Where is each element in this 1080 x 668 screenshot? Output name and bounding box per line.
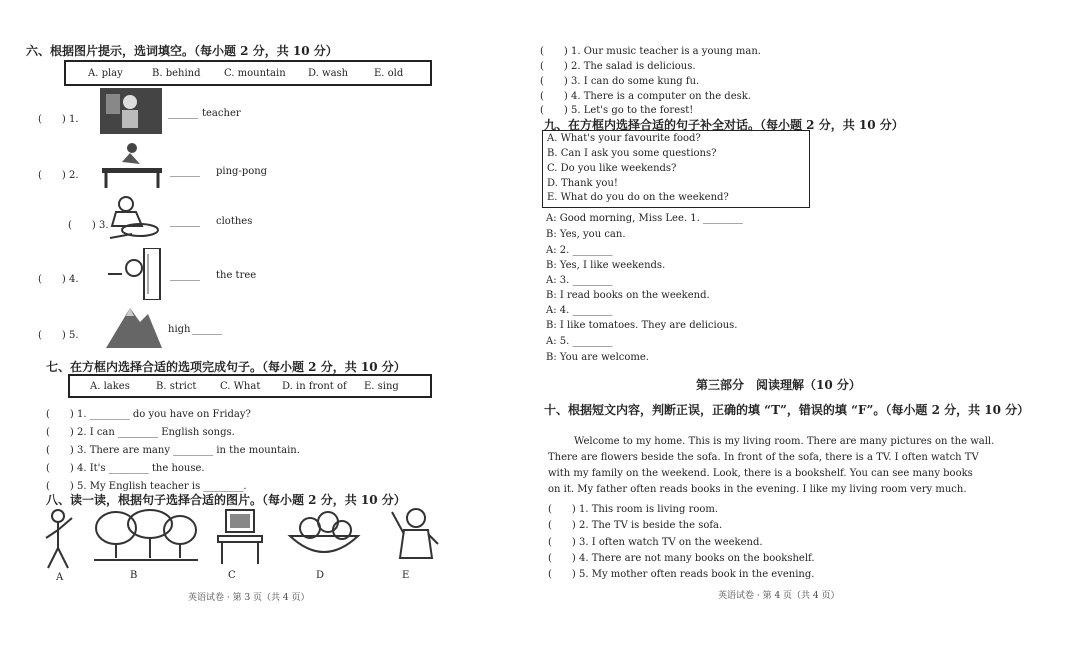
answer-paren: ( ) 3. — [68, 220, 109, 231]
word-option: D. wash — [308, 68, 349, 79]
item-blank: ______ — [192, 324, 222, 335]
item-text: high — [168, 324, 191, 335]
picture-label: C — [228, 570, 236, 581]
item-blank: ______ — [170, 166, 200, 177]
young-teacher-picture — [388, 506, 440, 566]
section-9-title: 九、在方框内选择合适的句子补全对话。（每小题 2 分，共 10 分） — [544, 118, 904, 132]
item-text: clothes — [216, 216, 253, 227]
sentence-item: ( ) 3. I can do some kung fu. — [540, 76, 700, 87]
section-9-option-box — [542, 130, 810, 208]
section-8-title: 八、读一读，根据句子选择合适的图片。（每小题 2 分，共 10 分） — [46, 493, 406, 507]
section-6-title: 六、根据图片提示，选词填空。（每小题 2 分，共 10 分） — [26, 44, 338, 58]
dialogue-line: B: I like tomatoes. They are delicious. — [546, 320, 738, 331]
dialogue-line: B: Yes, you can. — [546, 229, 626, 240]
word-option: D. in front of — [282, 381, 347, 392]
ping-pong-picture — [100, 142, 166, 190]
dialogue-line: B: You are welcome. — [546, 352, 649, 363]
word-option: A. lakes — [90, 381, 130, 392]
wash-clothes-picture — [102, 194, 162, 242]
word-option: B. strict — [156, 381, 197, 392]
computer-desk-picture — [216, 508, 266, 566]
item-blank: ______ — [170, 216, 200, 227]
dialogue-line: A: 5. ________ — [546, 336, 613, 347]
picture-label: E — [402, 570, 410, 581]
behind-tree-picture — [104, 248, 164, 300]
dialogue-line: A: Good morning, Miss Lee. 1. ________ — [546, 213, 743, 224]
dialogue-line: B: Yes, I like weekends. — [546, 260, 666, 271]
dialogue-line: A: 4. ________ — [546, 305, 613, 316]
answer-paren: ( ) 5. — [38, 330, 79, 341]
dialogue-option: B. Can I ask you some questions? — [547, 148, 717, 159]
sentence-item: ( ) 2. I can ________ English songs. — [46, 427, 235, 438]
word-option: B. behind — [152, 68, 201, 79]
item-blank: ______ — [170, 270, 200, 281]
dialogue-line: B: I read books on the weekend. — [546, 290, 710, 301]
judge-item: ( ) 1. This room is living room. — [548, 504, 719, 515]
item-text: teacher — [202, 108, 241, 119]
sentence-item: ( ) 1. Our music teacher is a young man. — [540, 46, 761, 57]
exam-page-3 — [20, 0, 540, 668]
item-blank: ______ — [168, 108, 198, 119]
teacher-picture — [100, 88, 162, 134]
mountain-picture — [104, 302, 164, 350]
dialogue-option: D. Thank you! — [547, 178, 618, 189]
sentence-item: ( ) 1. ________ do you have on Friday? — [46, 409, 251, 420]
part-3-heading: 第三部分 阅读理解（10 分） — [696, 378, 861, 392]
dialogue-line: A: 2. ________ — [546, 245, 613, 256]
word-option: E. old — [374, 68, 404, 79]
word-option: E. sing — [364, 381, 399, 392]
exam-page-4 — [540, 0, 1060, 668]
judge-item: ( ) 2. The TV is beside the sofa. — [548, 520, 723, 531]
picture-label: A — [56, 572, 64, 583]
dialogue-option: C. Do you like weekends? — [547, 163, 677, 174]
passage-line: on it. My father often reads books in the evening. I like my living room very much. — [548, 484, 967, 495]
kung-fu-boy-picture — [42, 508, 78, 572]
sentence-item: ( ) 5. My English teacher is ________. — [46, 481, 247, 492]
answer-paren: ( ) 2. — [38, 170, 79, 181]
judge-item: ( ) 4. There are not many books on the bookshelf. — [548, 553, 815, 564]
passage-line: Welcome to my home. This is my living room. There are many pictures on the wall. — [574, 436, 995, 447]
judge-item: ( ) 3. I often watch TV on the weekend. — [548, 537, 763, 548]
page-footer: 英语试卷 · 第 3 页（共 4 页） — [188, 593, 310, 603]
sentence-item: ( ) 2. The salad is delicious. — [540, 61, 696, 72]
forest-picture — [94, 508, 198, 564]
section-7-option-box — [68, 374, 432, 398]
section-7-title: 七、在方框内选择合适的选项完成句子。（每小题 2 分，共 10 分） — [46, 360, 406, 374]
word-option: C. mountain — [224, 68, 286, 79]
picture-label: B — [130, 570, 138, 581]
sentence-item: ( ) 5. Let's go to the forest! — [540, 105, 694, 116]
dialogue-option: E. What do you do on the weekend? — [547, 192, 729, 203]
word-option: C. What — [220, 381, 261, 392]
sentence-item: ( ) 4. It's ________ the house. — [46, 463, 205, 474]
page-footer: 英语试卷 · 第 4 页（共 4 页） — [718, 591, 840, 601]
sentence-item: ( ) 3. There are many ________ in the mountain. — [46, 445, 300, 456]
section-6-word-box — [64, 60, 432, 86]
answer-paren: ( ) 4. — [38, 274, 79, 285]
passage-line: with my family on the weekend. Look, there is a bookshelf. You can see many books — [548, 468, 973, 479]
picture-label: D — [316, 570, 325, 581]
item-text: ping-pong — [216, 166, 268, 177]
section-10-title: 十、根据短文内容，判断正误，正确的填 “T”，错误的填 “F”。（每小题 2 分，共 10 分） — [544, 403, 1030, 417]
judge-item: ( ) 5. My mother often reads book in the evening. — [548, 569, 815, 580]
salad-bowl-picture — [286, 508, 362, 564]
item-text: the tree — [216, 270, 257, 281]
passage-line: There are flowers beside the sofa. In front of the sofa, there is a TV. I often watch TV — [548, 452, 979, 463]
dialogue-line: A: 3. ________ — [546, 275, 613, 286]
answer-paren: ( ) 1. — [38, 114, 79, 125]
word-option: A. play — [88, 68, 123, 79]
dialogue-option: A. What's your favourite food? — [547, 133, 701, 144]
sentence-item: ( ) 4. There is a computer on the desk. — [540, 91, 751, 102]
